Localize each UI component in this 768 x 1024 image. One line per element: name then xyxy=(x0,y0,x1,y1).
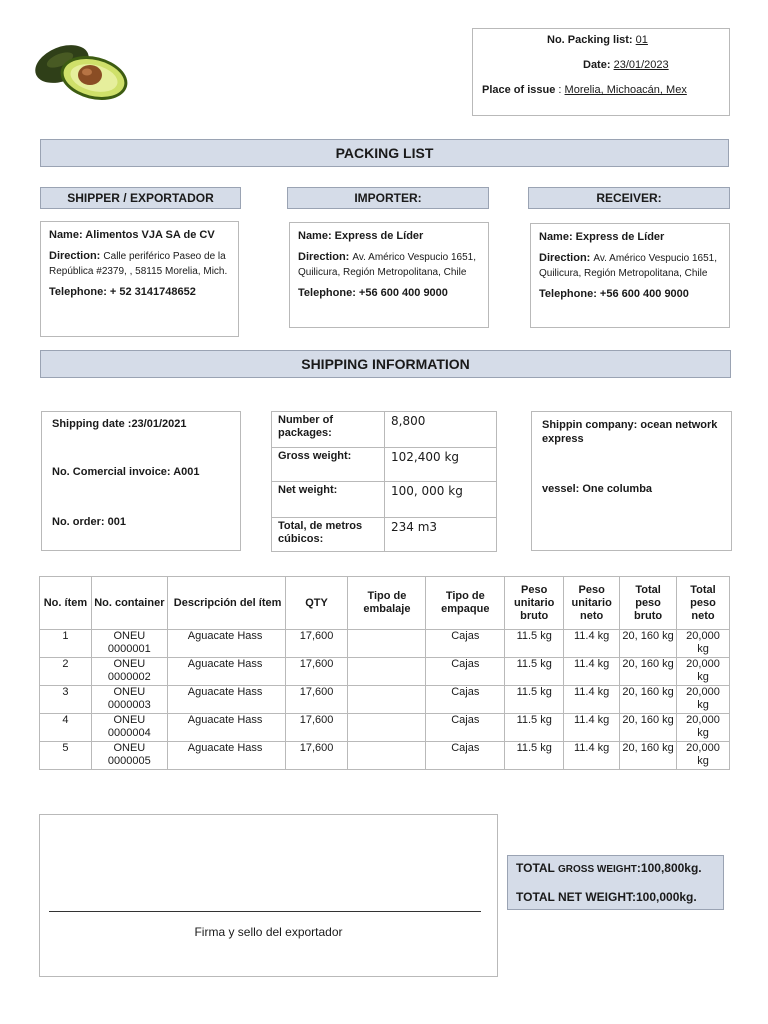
table-cell xyxy=(348,714,426,742)
table-cell: 17,600 xyxy=(285,630,348,658)
vessel: vessel: One columba xyxy=(542,483,653,495)
items-table-wrap xyxy=(39,576,730,770)
importer-box: Name: Express de Líder Direction: Av. Américo Vespucio 1651, Quilicura, Región Metropolitana, Chile Telephone: +56 600 400 9000 xyxy=(289,222,489,328)
col-header: QTY xyxy=(285,577,348,630)
table-cell xyxy=(348,630,426,658)
table-cell: 11.5 kg xyxy=(505,658,564,686)
table-cell: 17,600 xyxy=(285,658,348,686)
items-header-row xyxy=(40,577,730,630)
signature-label: Firma y sello del exportador xyxy=(194,925,343,939)
col-header: Peso unitario bruto xyxy=(505,577,564,630)
mid-row-packages xyxy=(272,412,497,448)
items-table xyxy=(39,576,730,770)
table-row xyxy=(40,686,730,714)
table-cell: 1 xyxy=(40,630,92,658)
shipper-telephone: Telephone: + 52 3141748652 xyxy=(49,286,196,298)
receiver-name: Name: Express de Líder xyxy=(539,231,665,243)
shipper-name: Name: Alimentos VJA SA de CV xyxy=(49,229,215,241)
shipping-mid-box xyxy=(271,411,497,552)
mid-value: 102,400 kg xyxy=(385,448,497,482)
avocado-icon xyxy=(32,38,132,106)
place-line: Place of issue : Morelia, Michoacán, Mex xyxy=(482,84,687,96)
table-row xyxy=(40,630,730,658)
table-cell: 11.5 kg xyxy=(505,714,564,742)
table-cell: 5 xyxy=(40,742,92,770)
table-row xyxy=(40,742,730,770)
packing-no-value: 01 xyxy=(635,34,648,46)
table-cell: 11.4 kg xyxy=(564,714,620,742)
table-cell: 20, 160 kg xyxy=(620,742,677,770)
page-title: PACKING LIST xyxy=(40,139,729,167)
table-cell: 17,600 xyxy=(285,686,348,714)
mid-row-gross xyxy=(272,448,497,482)
table-cell: 11.5 kg xyxy=(505,686,564,714)
col-header: No. ítem xyxy=(40,577,92,630)
date-value: 23/01/2023 xyxy=(613,59,669,71)
col-header: Total peso bruto xyxy=(620,577,677,630)
table-cell: 11.5 kg xyxy=(505,742,564,770)
table-cell: 20,000 kg xyxy=(677,630,730,658)
table-cell: Aguacate Hass xyxy=(167,714,285,742)
table-cell: 20,000 kg xyxy=(677,686,730,714)
shipper-heading: SHIPPER / EXPORTADOR xyxy=(40,187,241,209)
table-cell: ONEU 0000005 xyxy=(91,742,167,770)
table-cell: 4 xyxy=(40,714,92,742)
commercial-invoice: No. Comercial invoice: A001 xyxy=(52,466,200,478)
table-cell: 20,000 kg xyxy=(677,714,730,742)
shipper-direction: Calle periférico Paseo de la República #2379, , 58115 Morelia, Mich. xyxy=(49,251,228,277)
table-cell: 11.4 kg xyxy=(564,658,620,686)
table-cell: ONEU 0000001 xyxy=(91,630,167,658)
table-cell: 17,600 xyxy=(285,714,348,742)
table-cell: 11.4 kg xyxy=(564,686,620,714)
table-cell: 17,600 xyxy=(285,742,348,770)
importer-heading: IMPORTER: xyxy=(287,187,489,209)
table-cell: Cajas xyxy=(426,658,505,686)
table-cell: 20, 160 kg xyxy=(620,714,677,742)
shipping-left-box xyxy=(41,411,241,551)
table-cell: Aguacate Hass xyxy=(167,686,285,714)
table-cell: 20, 160 kg xyxy=(620,686,677,714)
mid-row-net xyxy=(272,482,497,518)
totals-box xyxy=(507,855,724,910)
mid-value: 234 m3 xyxy=(385,518,497,552)
date-line: Date: 23/01/2023 xyxy=(583,59,718,71)
table-cell: 11.4 kg xyxy=(564,742,620,770)
mid-label: Gross weight: xyxy=(272,448,385,482)
col-header: Peso unitario neto xyxy=(564,577,620,630)
table-cell: Aguacate Hass xyxy=(167,658,285,686)
table-cell: 3 xyxy=(40,686,92,714)
table-cell: 20, 160 kg xyxy=(620,658,677,686)
table-cell: Aguacate Hass xyxy=(167,742,285,770)
mid-label: Total, de metros cúbicos: xyxy=(272,518,385,552)
col-header: Tipo de empaque xyxy=(426,577,505,630)
table-cell: ONEU 0000002 xyxy=(91,658,167,686)
importer-direction: Av. Américo Vespucio 1651, Quilicura, Región Metropolitana, Chile xyxy=(298,252,476,278)
importer-telephone: Telephone: +56 600 400 9000 xyxy=(298,287,448,299)
receiver-telephone: Telephone: +56 600 400 9000 xyxy=(539,288,689,300)
shipping-date: Shipping date :23/01/2021 xyxy=(52,418,187,430)
signature-box xyxy=(39,814,498,977)
header-info-box xyxy=(472,28,730,116)
receiver-box: Name: Express de Líder Direction: Av. Américo Vespucio 1651, Quilicura, Región Metropolitana, Chile Telephone: +56 600 400 9000 xyxy=(530,223,730,328)
total-gross-weight: TOTAL GROSS WEIGHT:100,800kg. xyxy=(516,861,702,875)
col-header: No. container xyxy=(91,577,167,630)
table-cell: 11.4 kg xyxy=(564,630,620,658)
receiver-heading: RECEIVER: xyxy=(528,187,730,209)
mid-value: 8,800 xyxy=(385,412,497,448)
col-header: Total peso neto xyxy=(677,577,730,630)
shipping-right-box xyxy=(531,411,732,551)
receiver-direction: Av. Américo Vespucio 1651, Quilicura, Región Metropolitana, Chile xyxy=(539,253,717,279)
table-cell: 2 xyxy=(40,658,92,686)
table-cell: ONEU 0000004 xyxy=(91,714,167,742)
signature-line xyxy=(49,911,481,912)
packing-no-line: No. Packing list: 01 xyxy=(547,34,722,46)
shipping-mid-table xyxy=(271,411,497,552)
table-row xyxy=(40,714,730,742)
table-cell: 11.5 kg xyxy=(505,630,564,658)
table-cell xyxy=(348,686,426,714)
shipping-info-heading: SHIPPING INFORMATION xyxy=(40,350,731,378)
col-header: Descripción del ítem xyxy=(167,577,285,630)
table-cell: Cajas xyxy=(426,714,505,742)
importer-name: Name: Express de Líder xyxy=(298,230,424,242)
mid-row-volume xyxy=(272,518,497,552)
table-cell: 20, 160 kg xyxy=(620,630,677,658)
mid-value: 100, 000 kg xyxy=(385,482,497,518)
table-cell: 20,000 kg xyxy=(677,742,730,770)
table-cell: Cajas xyxy=(426,686,505,714)
table-cell xyxy=(348,742,426,770)
order-number: No. order: 001 xyxy=(52,516,126,528)
table-cell: Cajas xyxy=(426,630,505,658)
mid-label: Net weight: xyxy=(272,482,385,518)
table-cell: Aguacate Hass xyxy=(167,630,285,658)
shipping-company: Shippin company: ocean network express xyxy=(542,419,718,445)
table-cell: Cajas xyxy=(426,742,505,770)
total-net-weight: TOTAL NET WEIGHT:100,000kg. xyxy=(516,890,697,904)
table-row xyxy=(40,658,730,686)
table-cell xyxy=(348,658,426,686)
mid-label: Number of packages: xyxy=(272,412,385,448)
table-cell: 20,000 kg xyxy=(677,658,730,686)
shipper-box: Name: Alimentos VJA SA de CV Direction: Calle periférico Paseo de la República #2379, , 58115 Morelia, Mich. Telephone: + 52 3141748652 xyxy=(40,221,239,337)
place-value: Morelia, Michoacán, Mex xyxy=(564,84,687,96)
table-cell: ONEU 0000003 xyxy=(91,686,167,714)
col-header: Tipo de embalaje xyxy=(348,577,426,630)
